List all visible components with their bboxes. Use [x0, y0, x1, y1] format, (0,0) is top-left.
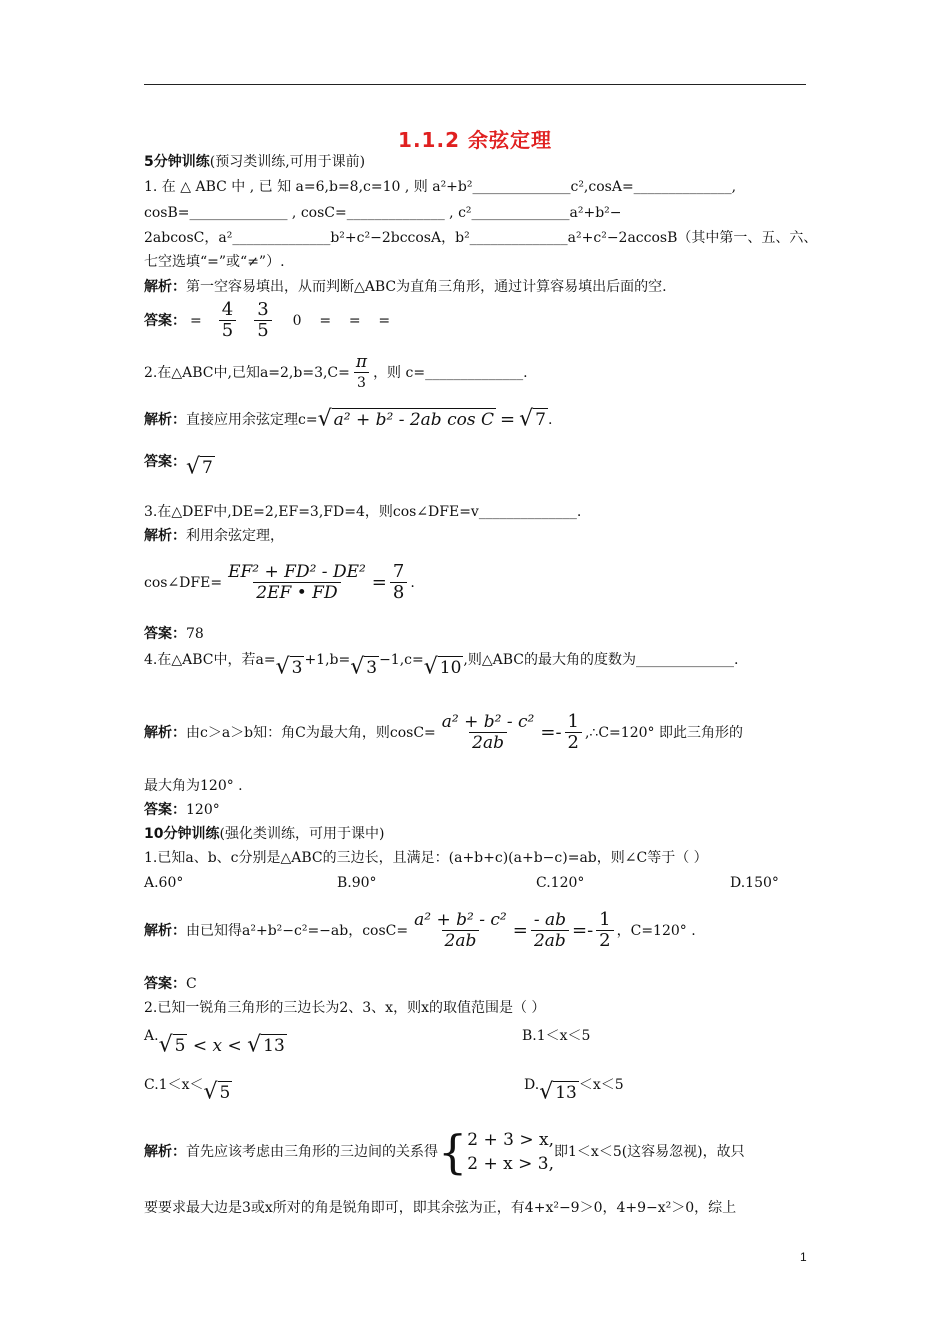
analysis-label: 解析： [144, 528, 186, 544]
q5-answer [144, 974, 197, 994]
sqrt-expression: √ a² + b² - 2ab cos C [317, 406, 494, 432]
q2-answer [144, 452, 215, 479]
option-c: C.120° [536, 875, 585, 891]
numerator: 4 [221, 299, 234, 320]
radicand: 13 [555, 1083, 577, 1103]
denominator: 5 [219, 320, 236, 341]
q4-line3: 最大角为120° . [144, 778, 243, 794]
numerator: 3 [257, 299, 269, 320]
q3-line1: 3.在△DEF中,DE=2,EF=3,FD=4，则cos∠DFE=v______________. [144, 504, 582, 520]
q2-text-a: 2.在△ABC中,已知a=2,b=3,C= [144, 364, 350, 381]
radicand: 5 [174, 1036, 186, 1056]
analysis-label: 解析： [144, 411, 186, 428]
q2-line1 [144, 352, 528, 393]
radicand: 7 [535, 410, 546, 430]
q6-option-d [524, 1075, 624, 1104]
inequality: < x < [187, 1035, 248, 1056]
header-rule [144, 84, 806, 85]
denominator: 2ab [531, 930, 569, 951]
cosc-fraction [411, 910, 510, 951]
analysis-text: 直接应用余弦定理c= [186, 411, 318, 428]
analysis-text: 首先应该考虑由三角形的三边间的关系得 [186, 1144, 438, 1160]
answer-label: 答案： [144, 312, 186, 329]
numerator: a² + b² - c² [441, 712, 535, 732]
analysis-tail: 即1＜x＜5(这容易忽视)，故只 [554, 1144, 745, 1160]
radicand: 13 [263, 1036, 285, 1056]
option-a: A.60° [144, 875, 184, 891]
answer-eq: = [190, 312, 202, 329]
numerator: 1 [567, 711, 579, 732]
q6-last-line: 要要求最大边是3或x所对的角是锐角即可，即其余弦为正，有4+x²−9＞0，4+9−x²＞0，综上 [144, 1200, 737, 1216]
answer-label: 答案： [144, 802, 186, 818]
numerator: 1 [599, 909, 611, 930]
equals-minus: =- [540, 721, 562, 743]
q2-text-b: ，则 c=______________. [373, 364, 528, 381]
option-d-label: D. [524, 1077, 540, 1093]
denominator: 2EF • FD [253, 582, 340, 603]
q4-text-c: −1,c= [379, 652, 424, 668]
denominator: 5 [254, 320, 271, 341]
formula-lhs: cos∠DFE= [144, 574, 223, 591]
radicand: 10 [439, 658, 462, 678]
analysis-tail: ，C=120° . [616, 922, 696, 939]
system-row-2: 2 + x > 3, [467, 1154, 555, 1174]
option-d-tail: ＜x＜5 [578, 1077, 624, 1093]
page-number: 1 [800, 1250, 807, 1264]
denominator: 2 [565, 732, 582, 753]
numerator: 7 [392, 561, 405, 582]
equals: = [500, 408, 516, 430]
numerator: - ab [533, 910, 566, 930]
cos-dfe-fraction [225, 562, 369, 603]
analysis-text: 利用余弦定理， [186, 528, 284, 544]
answer-value: C [186, 976, 197, 992]
numerator: EF² + FD² - DE² [228, 562, 366, 582]
q4-analysis [144, 712, 743, 753]
option-a-label: A. [144, 1028, 159, 1044]
q1-line2: cosB=______________ , cosC=______________ , c²______________a²+b²− [144, 205, 622, 221]
q4-line1 [144, 650, 738, 679]
section-heading [144, 152, 365, 172]
q4-text-b: +1,b= [304, 652, 351, 668]
q1-line1: 1. 在 △ ABC 中 , 已 知 a=6,b=8,c=10 , 则 a²+b²______________c²,cosA=______________, [144, 179, 737, 195]
answer-value: 120° [186, 802, 220, 818]
denominator: 3 [354, 372, 369, 393]
q1-line4: 七空选填“=”或“≠”）. [144, 254, 285, 270]
fraction-pi-3 [353, 352, 370, 393]
numerator: π [355, 352, 368, 372]
sqrt-5: √ 5 [158, 1032, 186, 1058]
option-b: B.90° [337, 875, 377, 891]
section-subtitle: (预习类训练,可用于课前) [209, 154, 366, 170]
equals-minus: =- [571, 919, 594, 941]
radicand: 3 [291, 658, 303, 678]
q3-analysis [144, 526, 284, 546]
q6-line1: 2.已知一锐角三角形的三边长为2、3、x，则x的取值范围是（ ） [144, 1000, 546, 1016]
q6-option-a [144, 1026, 287, 1057]
inequality-system: { 2 + 3 > x, 2 + x > 3, [438, 1125, 555, 1179]
fraction-1-2 [596, 910, 613, 951]
q6-analysis [144, 1125, 745, 1179]
section-title: 10分钟训练 [144, 826, 220, 842]
analysis-text: 由已知得a²+b²−c²=−ab，cosC= [186, 922, 409, 939]
denominator: 2 [596, 930, 613, 951]
system-row-1: 2 + 3 > x, [467, 1130, 555, 1150]
answer-rest: 0 = = = [292, 312, 391, 329]
radicand: 5 [219, 1083, 231, 1103]
fraction-7-8 [390, 562, 407, 603]
q3-answer [144, 624, 204, 644]
q1-line3: 2abcosC，a²______________b²+c²−2bccosA，b²______________a²+c²−2accosB（其中第一、五、六、 [144, 230, 818, 246]
period: . [410, 574, 415, 591]
answer-label: 答案： [144, 976, 186, 992]
numerator: a² + b² - c² [414, 910, 507, 930]
denominator: 2ab [442, 930, 480, 951]
sqrt-3: √ 3 [275, 654, 303, 680]
section-title: 5分钟训练 [144, 154, 210, 170]
answer-label: 答案： [144, 626, 186, 642]
denominator: 8 [390, 582, 407, 603]
analysis-label: 解析： [144, 724, 186, 741]
fraction-4-5 [219, 300, 236, 341]
q1-answer [144, 300, 390, 341]
radicand: a² + b² - 2ab cos C [333, 410, 494, 430]
q4-text-a: 4.在△ABC中，若a= [144, 652, 276, 668]
analysis-label: 解析： [144, 922, 186, 939]
analysis-tail: ,∴C=120° 即此三角形的 [584, 724, 743, 741]
answer-label: 答案： [144, 454, 186, 470]
sqrt-13: √ 13 [247, 1032, 285, 1058]
section-heading-2 [144, 824, 384, 844]
denominator: 2ab [469, 732, 507, 753]
sqrt-7: √ 7 [519, 406, 546, 432]
q5-analysis [144, 910, 696, 951]
option-d: D.150° [730, 875, 779, 891]
analysis-text: 由c＞a＞b知：角C为最大角，则cosC= [186, 724, 436, 741]
fraction-3-5 [254, 300, 271, 341]
option-c-label: C.1＜x＜ [144, 1077, 204, 1093]
q1-analysis [144, 277, 667, 297]
q6-option-c [144, 1075, 232, 1104]
section-subtitle: (强化类训练，可用于课中) [219, 826, 385, 842]
analysis-text: 第一空容易填出，从而判断△ABC为直角三角形，通过计算容易填出后面的空. [186, 279, 667, 295]
cosc-fraction [439, 712, 538, 753]
sqrt-5-c: √ 5 [203, 1079, 231, 1105]
sqrt-3-b: √ 3 [350, 654, 378, 680]
radicand: 7 [202, 458, 213, 478]
sqrt-13-d: √ 13 [539, 1079, 577, 1105]
sqrt-7-answer: √ 7 [186, 454, 213, 480]
q5-line1: 1.已知a、b、c分别是△ABC的三边长，且满足：(a+b+c)(a+b−c)=ab，则∠C等于（ ） [144, 850, 708, 866]
equals: = [512, 919, 528, 941]
q4-answer [144, 800, 220, 820]
q4-text-d: ,则△ABC的最大角的度数为______________. [463, 652, 739, 668]
analysis-label: 解析： [144, 1144, 186, 1160]
neg-ab-fraction [531, 910, 569, 951]
equals: = [371, 571, 387, 593]
q6-option-b: B.1＜x＜5 [522, 1028, 591, 1044]
q3-formula [144, 562, 415, 603]
q2-analysis [144, 408, 552, 431]
radicand: 3 [366, 658, 378, 678]
answer-value: 78 [186, 626, 204, 642]
page-title: 1.1.2 余弦定理 [398, 128, 552, 152]
sqrt-10: √ 10 [423, 654, 462, 680]
analysis-label: 解析： [144, 279, 186, 295]
fraction-1-2 [565, 712, 582, 753]
period: . [547, 411, 553, 428]
